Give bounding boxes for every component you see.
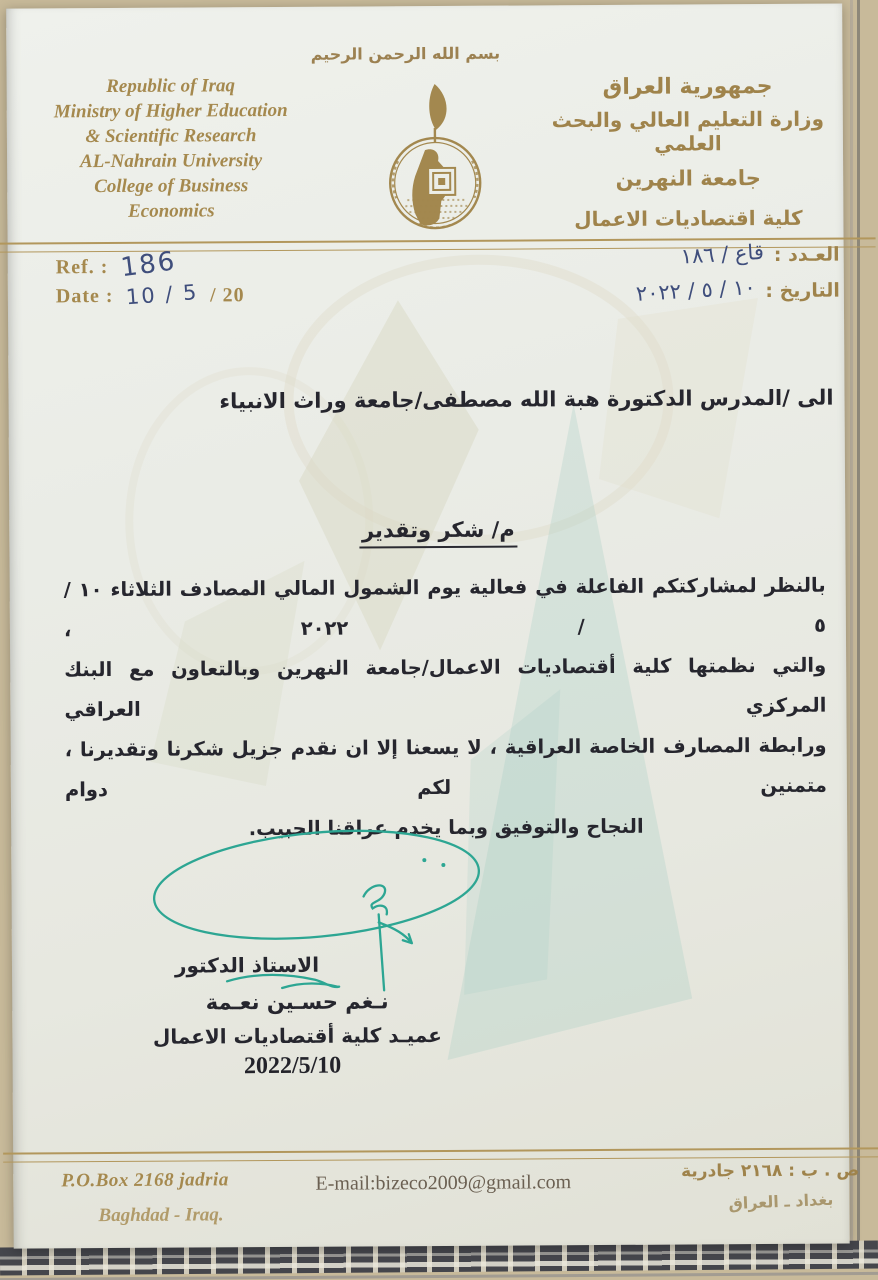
arabic-line: جامعة النهرين <box>615 166 761 191</box>
date-value-ar-handwritten: ١٠ / ٥ / ٢٠٢٢ <box>634 274 756 306</box>
footer-pobox-en-line1: P.O.Box 2168 jadria <box>61 1169 229 1192</box>
arabic-line: كلية اقتصاديات الاعمال <box>574 205 803 232</box>
number-value-ar-handwritten: قاع / ١٨٦ <box>679 239 765 269</box>
body-line: بالنظر لمشاركتكم الفاعلة في فعالية يوم الشمول المالي المصادف الثلاثاء ١٠ / ٥ / ٢٠٢٢ ، <box>63 573 827 642</box>
bismillah-text: بسم الله الرحمن الرحيم <box>310 43 501 64</box>
body-line: ورابطة المصارف الخاصة العراقية ، لا يسعنا إلا ان نقدم جزيل شكرنا وتقديرنا ، متمنين لكم دوام <box>64 733 827 802</box>
english-line: & Scientific Research <box>85 125 257 148</box>
date-year-printed: / 20 <box>209 284 245 307</box>
body-paragraph <box>64 566 828 851</box>
body-line: والتي نظمتها كلية أقتصاديات الاعمال/جامعة النهرين وبالتعاون مع البنك المركزي العراقي <box>64 653 827 722</box>
footer-email: E-mail:bizeco2009@gmail.com <box>315 1171 572 1195</box>
english-line: Ministry of Higher Education <box>53 99 288 123</box>
university-emblem-logo <box>373 76 498 233</box>
signature-ink <box>131 822 512 1014</box>
arabic-line: وزارة التعليم العالي والبحث العلمي <box>551 106 825 156</box>
ref-value-handwritten: 186 <box>118 246 178 284</box>
emblem-square-motif <box>428 168 455 195</box>
signature-date: 2022/5/10 <box>243 1052 342 1080</box>
english-line: Republic of Iraq <box>106 75 236 98</box>
english-line: College of Business <box>94 175 249 198</box>
letterhead-arabic <box>527 71 850 231</box>
letterhead-english <box>45 73 298 225</box>
subject-line: م/ شكر وتقدير <box>359 518 518 549</box>
ref-label: Ref. : <box>55 256 109 279</box>
footer-pobox-en-line2: Baghdad - Iraq. <box>98 1204 224 1227</box>
date-label: Date : <box>55 284 114 308</box>
english-line: AL-Nahrain University <box>79 150 263 173</box>
signature-position: عميـد كلية أقتصاديات الاعمال <box>152 1022 442 1049</box>
signature-name: نـغم حسـين نعـمة <box>205 989 389 1015</box>
addressee-line: الى /المدرس الدكتورة هبة الله مصطفى/جامعة وراث الانبياء <box>219 385 834 414</box>
date-value-handwritten: 10 / 5 <box>124 279 199 310</box>
body-line: النجاح والتوفيق وبما يخدم عراقنا الحبيب. <box>248 814 644 841</box>
arabic-line: جمهورية العراق <box>602 73 773 100</box>
footer-pobox-ar-line2: بغداد ـ العراق <box>728 1189 834 1214</box>
english-line: Economics <box>128 200 215 222</box>
date-label-ar: التاريخ : <box>765 279 840 302</box>
footer-pobox-ar-line1: ص . ب : ٢١٦٨ جادرية <box>681 1160 860 1182</box>
signature-title: الاستاذ الدكتور <box>174 952 320 978</box>
number-label-ar: العـدد : <box>773 243 840 266</box>
